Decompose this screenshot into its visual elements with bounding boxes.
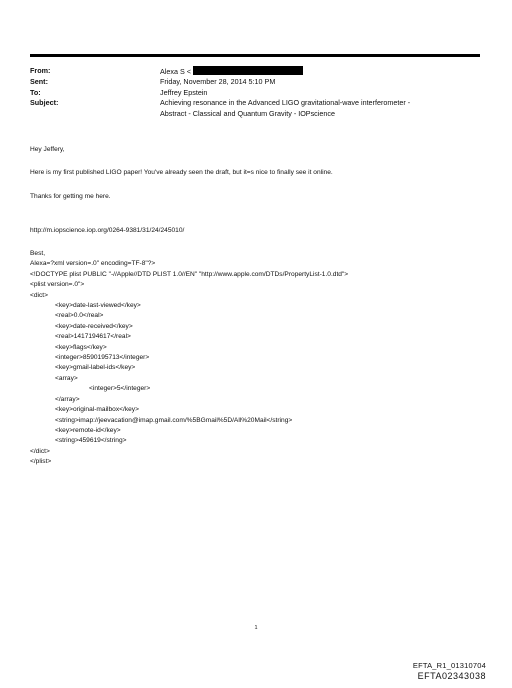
sent-label: Sent: bbox=[30, 77, 48, 87]
message-text: Here is my first published LIGO paper! You've already seen the draft, but it=s nice to finally see it online. bbox=[30, 169, 333, 177]
page-number: 1 bbox=[254, 625, 258, 631]
code-line: </dict> bbox=[30, 447, 50, 455]
code-line: <real>0.0</real> bbox=[55, 312, 104, 320]
header-rule bbox=[30, 54, 480, 57]
subject-row bbox=[30, 98, 480, 119]
code-line: <integer>8590195713</integer> bbox=[55, 354, 150, 362]
subject-line-2: Abstract - Classical and Quantum Gravity - IOPscience bbox=[160, 108, 335, 118]
email-body bbox=[30, 145, 490, 468]
from-label: From: bbox=[30, 66, 51, 75]
subject-line-1: Achieving resonance in the Advanced LIGO gravitational-wave interferometer - bbox=[160, 98, 411, 108]
subject-value bbox=[160, 98, 480, 119]
sent-value: Friday, November 28, 2014 5:10 PM bbox=[160, 77, 276, 87]
to-row bbox=[30, 88, 480, 98]
thanks-text: Thanks for getting me here. bbox=[30, 192, 111, 200]
code-line: <!DOCTYPE plist PUBLIC "-//Apple//DTD PLIST 1.0//EN" "http://www.apple.com/DTDs/PropertyList-1.0.dtd"> bbox=[30, 270, 349, 278]
code-line: </plist> bbox=[30, 458, 52, 466]
code-line: <key>gmail-label-ids</key> bbox=[55, 364, 136, 372]
redaction-block bbox=[193, 66, 303, 75]
code-line: </array> bbox=[55, 395, 80, 403]
from-row bbox=[30, 66, 480, 77]
bates-number-1: EFTA_R1_01310704 bbox=[412, 661, 486, 670]
code-line: <key>date-last-viewed</key> bbox=[55, 302, 141, 310]
code-line: <integer>5</integer> bbox=[89, 385, 151, 393]
greeting: Hey Jeffery, bbox=[30, 146, 65, 153]
code-line: <key>date-received</key> bbox=[55, 322, 133, 330]
from-text: Alexa S < bbox=[160, 67, 191, 76]
to-label: To: bbox=[30, 87, 41, 97]
subject-label: Subject: bbox=[30, 98, 59, 108]
code-line: <key>remote-id</key> bbox=[55, 426, 121, 434]
code-line: <real>1417194617</real> bbox=[55, 333, 131, 341]
signoff: Best, bbox=[30, 250, 46, 258]
code-line: <key>flags</key> bbox=[55, 343, 107, 351]
code-line: <plist version=.0"> bbox=[30, 281, 85, 289]
sent-row bbox=[30, 77, 480, 87]
code-line: <key>original-mailbox</key> bbox=[55, 406, 139, 414]
paper-link[interactable]: http://m.iopscience.iop.org/0264-9381/31/24/245010/ bbox=[30, 226, 185, 234]
to-value: Jeffrey Epstein bbox=[160, 87, 208, 97]
code-line: <array> bbox=[55, 374, 78, 382]
code-line: Alexa=?xml version=.0" encoding=TF-8"?> bbox=[30, 260, 156, 268]
from-value bbox=[160, 66, 480, 77]
email-header bbox=[30, 66, 480, 119]
code-line: <string>459619</string> bbox=[55, 437, 127, 445]
code-line: <dict> bbox=[30, 291, 48, 299]
code-line: <string>imap://jeevacation@imap.gmail.com/%5BGmail%5D/All%20Mail</string> bbox=[55, 416, 293, 424]
bates-number-2: EFTA02343038 bbox=[417, 671, 486, 681]
